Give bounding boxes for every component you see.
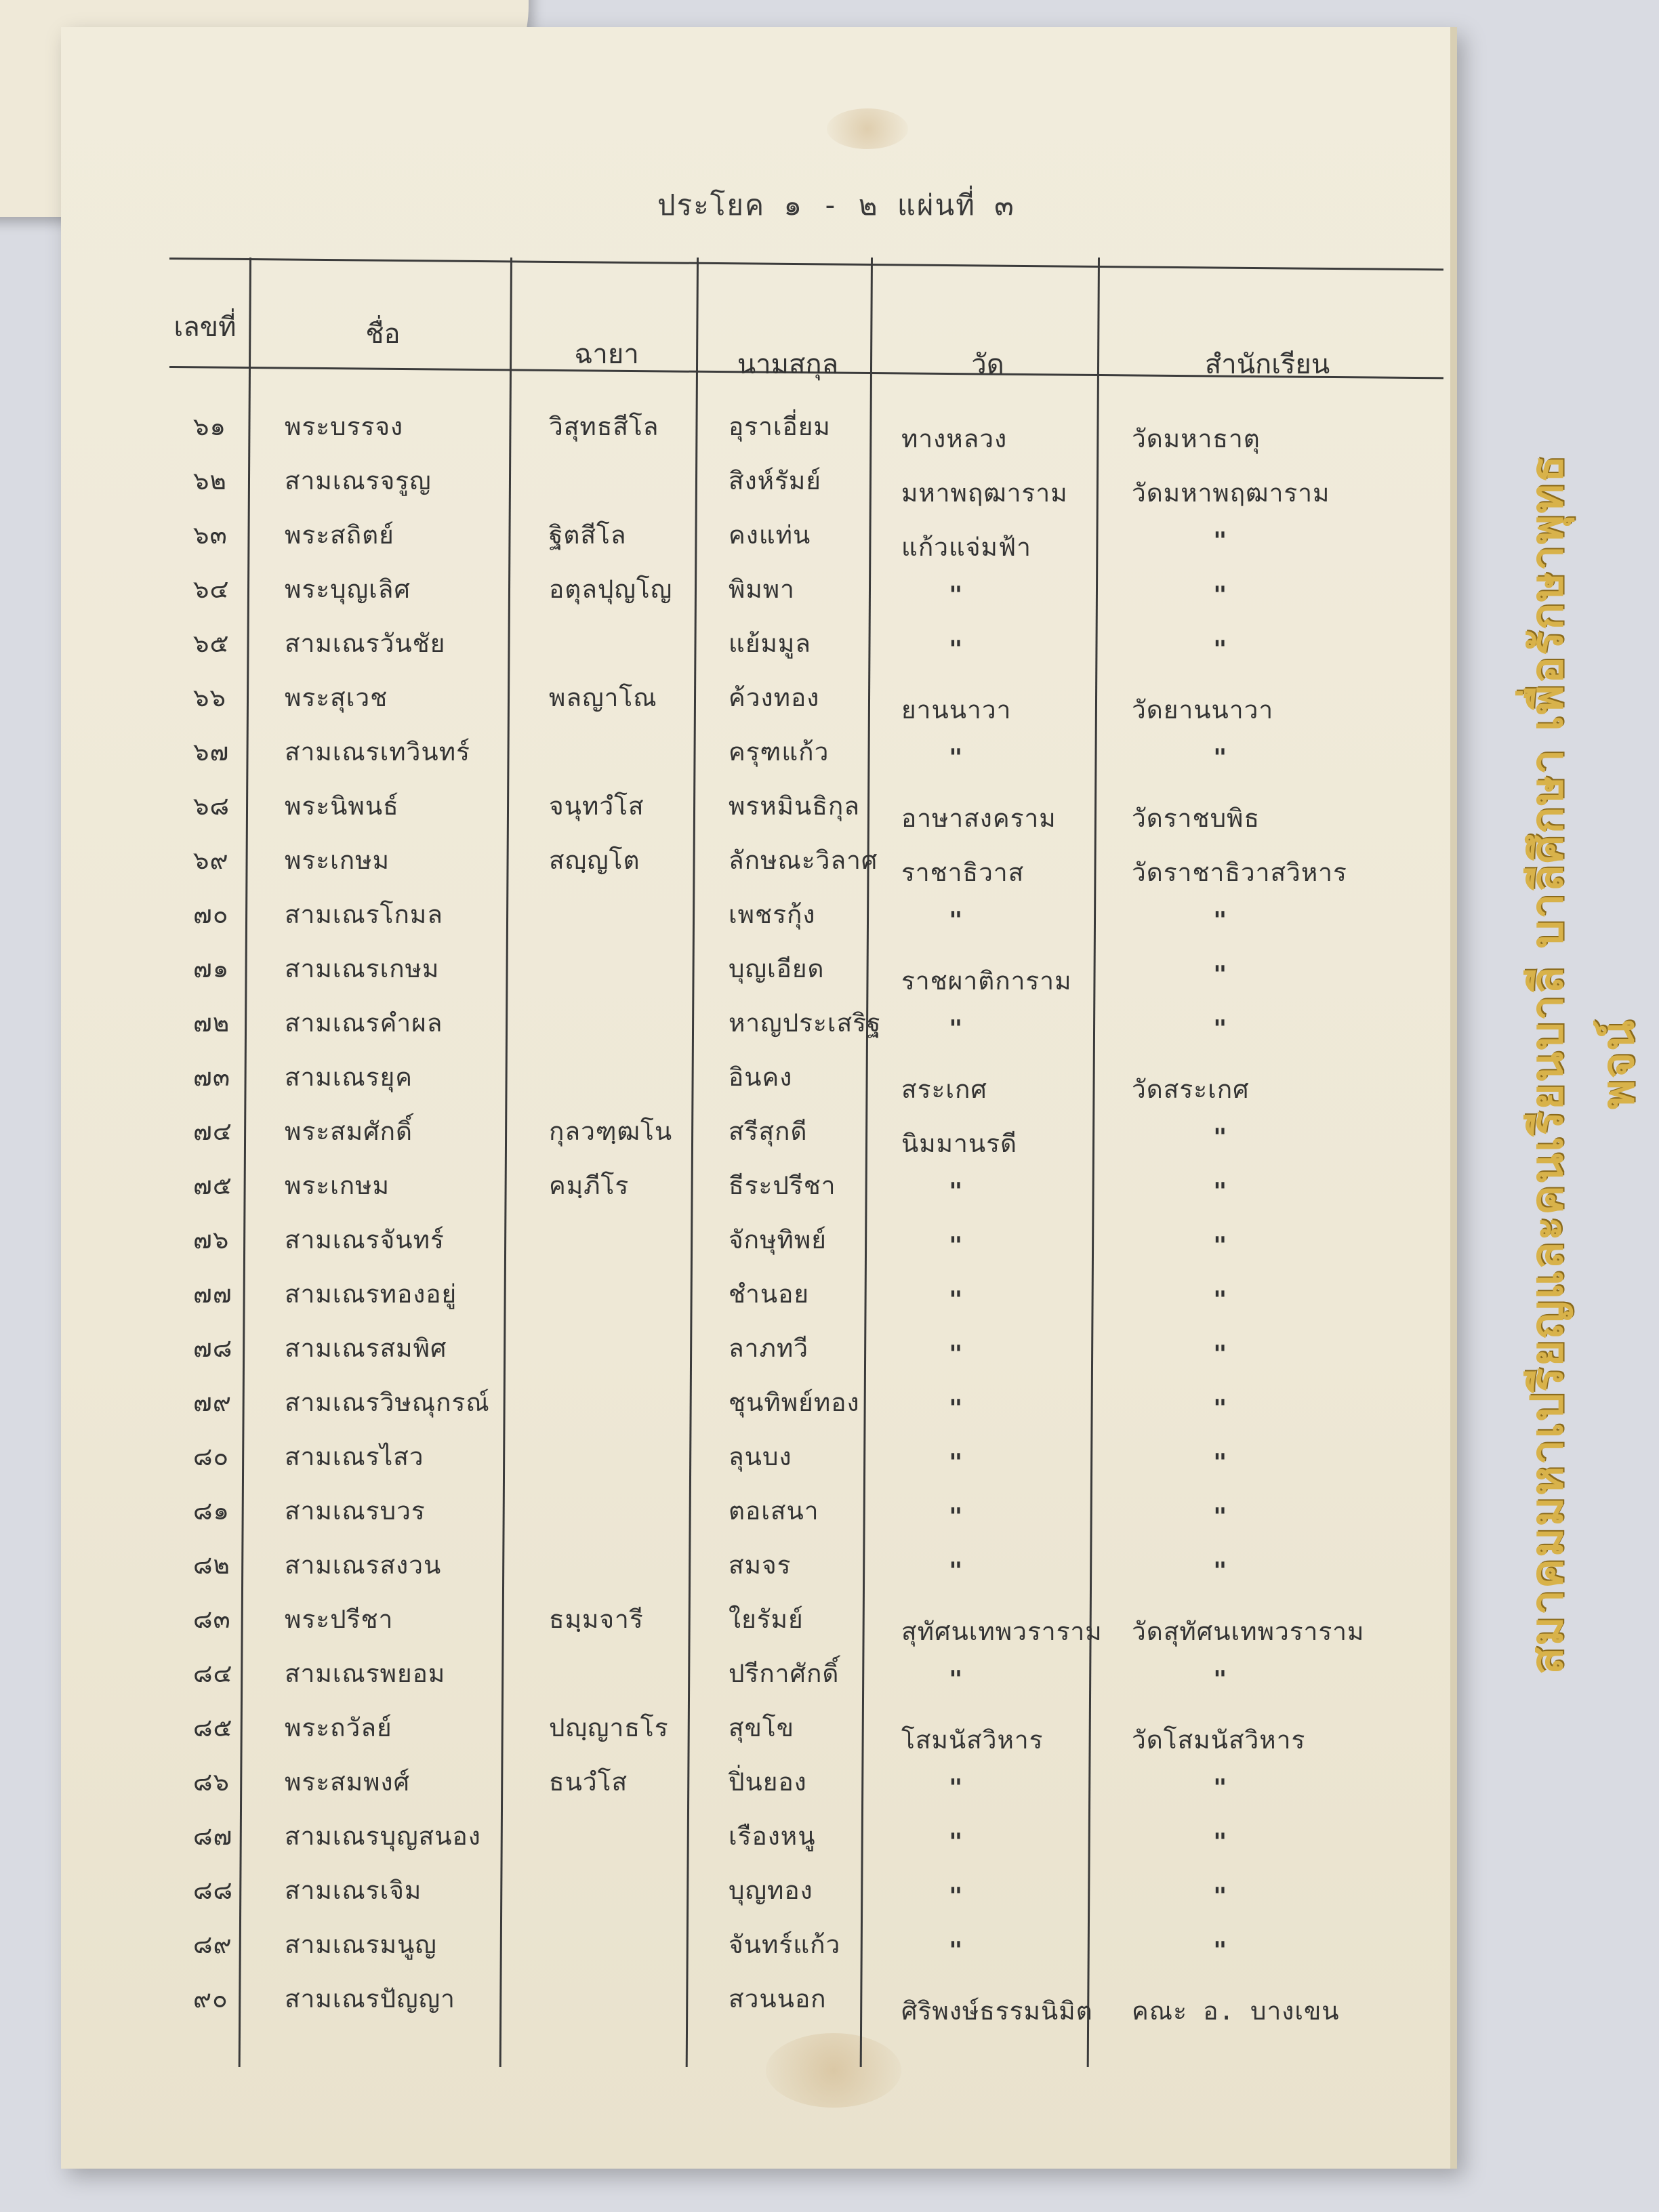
row-number: ๘๒ [193, 1551, 230, 1580]
row-school: " [1213, 1557, 1227, 1584]
header-wat: วัด [971, 349, 1004, 380]
row-chaya: อตุลปุญโญ [549, 575, 673, 604]
row-school: " [1213, 1937, 1227, 1964]
row-number: ๗๕ [193, 1171, 232, 1200]
row-name: สามเณรวิษณุกรณ์ [285, 1388, 490, 1417]
row-number: ๖๘ [193, 792, 230, 821]
row-school: วัดสระเกศ [1132, 1075, 1250, 1104]
row-school: " [1213, 1828, 1227, 1856]
paper-stain [766, 2033, 901, 2108]
header-chaya: ฉายา [574, 339, 639, 370]
row-number: ๗๔ [193, 1117, 232, 1146]
row-wat: " [949, 636, 963, 663]
row-chaya: ปญฺญาธโร [549, 1713, 669, 1742]
row-surname: เพชรกุ้ง [729, 900, 816, 929]
row-school: วัดสุทัศนเทพวราราม [1132, 1617, 1365, 1646]
row-wat: " [949, 1666, 963, 1693]
row-number: ๘๖ [193, 1767, 230, 1797]
row-number: ๗๑ [193, 954, 230, 983]
row-chaya: วิสุทธสีโล [549, 412, 659, 441]
row-number: ๖๙ [193, 846, 229, 875]
row-wat: " [949, 1015, 963, 1042]
row-surname: สุขโข [729, 1713, 795, 1742]
row-school: " [1213, 1449, 1227, 1476]
row-number: ๘๗ [193, 1822, 233, 1851]
row-wat: " [949, 1503, 963, 1530]
watermark-text: สมาคมมหาเปรียญและคนเรียนบาลี บาลีศึกษา เพื่อรักษาพุทธพจน์ [1521, 453, 1644, 1675]
row-number: ๖๗ [193, 737, 230, 766]
row-surname: ครุฑแก้ว [729, 737, 830, 766]
row-wat: " [949, 1286, 963, 1313]
document-page [61, 27, 1457, 2169]
row-name: สามเณรมนูญ [285, 1930, 437, 1959]
row-school: " [1213, 1666, 1227, 1693]
row-chaya: คมฺภีโร [549, 1171, 630, 1200]
row-name: สามเณรจรูญ [285, 466, 432, 495]
row-surname: พิมพา [729, 575, 795, 604]
row-surname: สิงห์รัมย์ [729, 466, 821, 495]
row-surname: ลักษณะวิลาศ [729, 846, 878, 875]
row-wat: แก้วแจ่มฟ้า [901, 533, 1031, 562]
row-school: " [1213, 1503, 1227, 1530]
row-name: สามเณรเกษม [285, 954, 440, 983]
row-wat: สุทัศนเทพวราราม [901, 1617, 1103, 1646]
row-school: " [1213, 1774, 1227, 1801]
row-surname: แย้มมูล [729, 629, 811, 658]
row-wat: ศิริพงษ์ธรรมนิมิต [901, 1996, 1093, 2026]
row-name: พระนิพนธ์ [285, 792, 399, 821]
row-surname: ใยรัมย์ [729, 1605, 804, 1634]
row-name: สามเณรพยอม [285, 1659, 446, 1688]
row-school: " [1213, 527, 1227, 554]
column-divider [860, 258, 873, 2067]
row-wat: ราชาธิวาส [901, 858, 1025, 887]
row-name: สามเณรเทวินทร์ [285, 737, 470, 766]
column-divider [1087, 258, 1100, 2067]
row-number: ๘๔ [193, 1659, 233, 1688]
row-name: สามเณรคำผล [285, 1008, 443, 1038]
row-surname: คงแท่น [729, 520, 811, 550]
row-surname: จักษุทิพย์ [729, 1225, 827, 1254]
row-wat: ราชผาติการาม [901, 966, 1072, 996]
row-school: วัดราชาธิวาสวิหาร [1132, 858, 1347, 887]
row-surname: ค้วงทอง [729, 683, 820, 712]
row-wat: " [949, 1232, 963, 1259]
column-divider [239, 258, 251, 2067]
row-number: ๖๒ [193, 466, 227, 495]
row-wat: " [949, 1937, 963, 1964]
row-wat: " [949, 744, 963, 771]
row-school: " [1213, 744, 1227, 771]
row-wat: " [949, 1883, 963, 1910]
row-wat: " [949, 1774, 963, 1801]
row-surname: บุญเอียด [729, 954, 825, 983]
row-name: สามเณรสงวน [285, 1551, 442, 1580]
row-name: สามเณรจันทร์ [285, 1225, 445, 1254]
row-surname: บุญทอง [729, 1876, 813, 1905]
row-wat: ทางหลวง [901, 424, 1008, 453]
row-school: " [1213, 907, 1227, 934]
row-wat: อาษาสงคราม [901, 804, 1057, 833]
row-number: ๖๑ [193, 412, 226, 441]
row-wat: " [949, 907, 963, 934]
row-surname: ลุนบง [729, 1442, 792, 1471]
row-school: " [1213, 1232, 1227, 1259]
row-surname: หาญประเสริฐ [729, 1008, 882, 1038]
row-number: ๘๓ [193, 1605, 231, 1634]
row-school: " [1213, 1395, 1227, 1422]
row-name: พระเกษม [285, 1171, 390, 1200]
row-name: พระถวัลย์ [285, 1713, 392, 1742]
row-surname: อุราเอี่ยม [729, 412, 831, 441]
row-wat: " [949, 1449, 963, 1476]
row-number: ๗๘ [193, 1334, 233, 1363]
row-name: สามเณรสมพิศ [285, 1334, 447, 1363]
row-number: ๗๖ [193, 1225, 230, 1254]
row-surname: ปิ่นยอง [729, 1767, 807, 1797]
row-wat: ยานนาวา [901, 695, 1012, 724]
row-number: ๙๐ [193, 1984, 228, 2013]
row-wat: โสมนัสวิหาร [901, 1725, 1044, 1755]
row-wat: " [949, 1557, 963, 1584]
row-school: " [1213, 1124, 1227, 1151]
row-number: ๗๗ [193, 1279, 232, 1309]
row-surname: ชุนทิพย์ทอง [729, 1388, 860, 1417]
row-school: " [1213, 1178, 1227, 1205]
row-name: พระบุญเลิศ [285, 575, 411, 604]
row-wat: สระเกศ [901, 1075, 987, 1104]
header-surname: นามสกุล [737, 349, 839, 380]
row-school: วัดยานนาวา [1132, 695, 1274, 724]
header-number: เลขที่ [173, 312, 237, 343]
row-name: สามเณรไสว [285, 1442, 424, 1471]
row-chaya: กุลวฑฺฒโน [549, 1117, 673, 1146]
row-number: ๘๐ [193, 1442, 230, 1471]
row-surname: สรีสุกดี [729, 1117, 808, 1146]
row-wat: " [949, 1395, 963, 1422]
row-surname: อินคง [729, 1063, 793, 1092]
row-school: " [1213, 961, 1227, 988]
row-school: วัดมหาพฤฒาราม [1132, 478, 1330, 508]
row-school: วัดโสมนัสวิหาร [1132, 1725, 1306, 1755]
row-school: " [1213, 581, 1227, 609]
row-name: พระเกษม [285, 846, 390, 875]
row-name: พระสมศักดิ์ [285, 1117, 413, 1146]
row-name: สามเณรยุค [285, 1063, 413, 1092]
row-number: ๖๖ [193, 683, 226, 712]
row-chaya: ฐิตสีโล [549, 520, 627, 550]
row-number: ๖๓ [193, 520, 228, 550]
row-chaya: จนุทวํโส [549, 792, 644, 821]
table-top-rule [169, 258, 1443, 270]
row-surname: ชำนอย [729, 1279, 810, 1309]
row-chaya: สญฺญโต [549, 846, 640, 875]
row-number: ๗๒ [193, 1008, 230, 1038]
row-wat: นิมมานรดี [901, 1129, 1018, 1158]
row-surname: ธีระปรีชา [729, 1171, 836, 1200]
header-name: ชื่อ [365, 319, 401, 350]
column-divider [499, 258, 512, 2067]
row-number: ๗๓ [193, 1063, 231, 1092]
row-wat: " [949, 1828, 963, 1856]
row-name: พระสุเวช [285, 683, 388, 712]
row-wat: " [949, 581, 963, 609]
row-name: สามเณรทองอยู่ [285, 1279, 457, 1309]
row-number: ๘๑ [193, 1496, 230, 1525]
row-surname: ปรีกาศักดิ์ [729, 1659, 840, 1688]
row-school: " [1213, 1286, 1227, 1313]
row-surname: จันทร์แก้ว [729, 1930, 841, 1959]
row-chaya: ธมฺมจารี [549, 1605, 644, 1634]
paper-stain [827, 108, 908, 149]
header-school: สำนักเรียน [1204, 349, 1330, 380]
row-surname: สมจร [729, 1551, 792, 1580]
row-number: ๖๕ [193, 629, 230, 658]
row-name: สามเณรวันชัย [285, 629, 446, 658]
row-number: ๗๐ [193, 900, 229, 929]
row-name: สามเณรบวร [285, 1496, 426, 1525]
row-surname: ลาภทวี [729, 1334, 809, 1363]
row-school: " [1213, 1340, 1227, 1368]
row-name: พระบรรจง [285, 412, 404, 441]
row-school: " [1213, 636, 1227, 663]
row-school: " [1213, 1883, 1227, 1910]
page-title: ประโยค ๑ - ๒ แผ่นที่ ๓ [657, 188, 1015, 222]
row-school: คณะ อ. บางเขน [1132, 1996, 1340, 2026]
row-surname: เรืองหนู [729, 1822, 816, 1851]
row-number: ๗๙ [193, 1388, 232, 1417]
row-number: ๘๕ [193, 1713, 233, 1742]
row-name: สามเณรโกมล [285, 900, 443, 929]
row-surname: สวนนอก [729, 1984, 827, 2013]
row-name: พระสมพงศ์ [285, 1767, 411, 1797]
row-school: วัดมหาธาตุ [1132, 424, 1261, 453]
row-name: พระปรีชา [285, 1605, 394, 1634]
row-wat: " [949, 1178, 963, 1205]
column-divider [686, 258, 699, 2067]
row-number: ๘๘ [193, 1876, 234, 1905]
row-name: สามเณรบุญสนอง [285, 1822, 481, 1851]
row-wat: มหาพฤฒาราม [901, 478, 1068, 508]
row-chaya: ธนวํโส [549, 1767, 628, 1797]
row-name: สามเณรเจิม [285, 1876, 422, 1905]
row-name: สามเณรปัญญา [285, 1984, 455, 2013]
row-number: ๖๔ [193, 575, 230, 604]
row-number: ๘๙ [193, 1930, 232, 1959]
row-chaya: พลญาโณ [549, 683, 657, 712]
row-name: พระสถิตย์ [285, 520, 394, 550]
row-wat: " [949, 1340, 963, 1368]
row-school: วัดราชบพิธ [1132, 804, 1261, 833]
row-surname: ตอเสนา [729, 1496, 819, 1525]
row-school: " [1213, 1015, 1227, 1042]
row-surname: พรหมินธิกุล [729, 792, 860, 821]
